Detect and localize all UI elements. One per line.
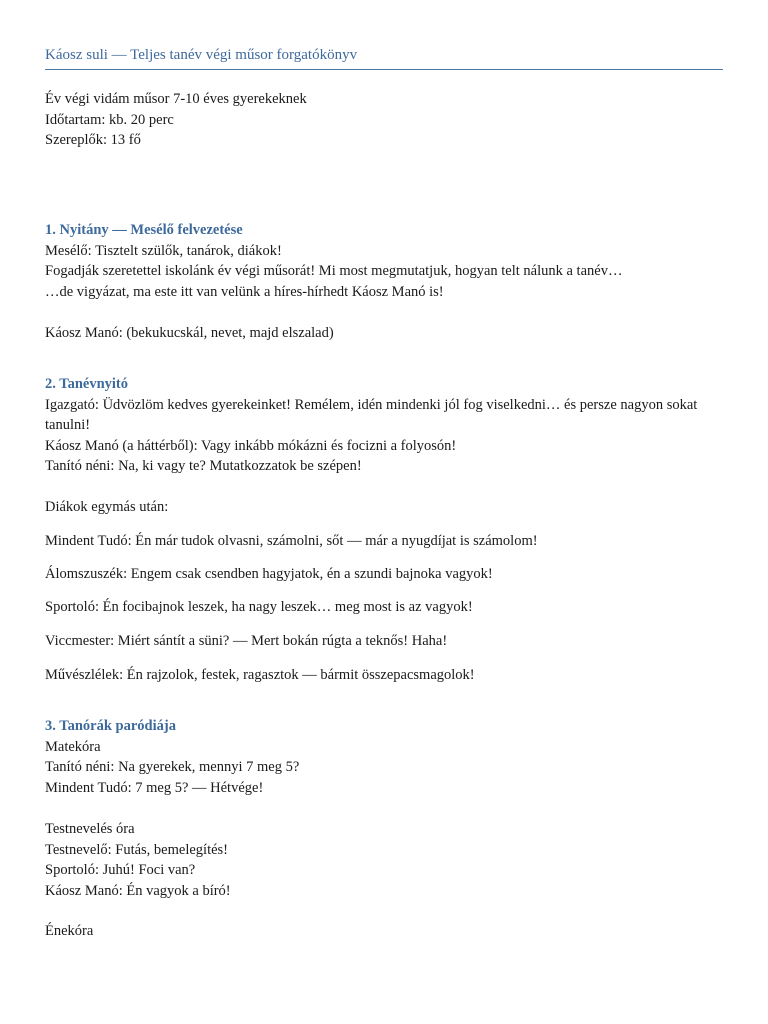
section-1-stage-note: [45, 323, 723, 344]
script-line: Tanító néni: Na gyerekek, mennyi 7 meg 5?: [45, 759, 300, 775]
lesson-title: Énekóra: [45, 923, 94, 939]
script-line: Káosz Manó: (bekukucskál, nevet, majd elszalad): [45, 325, 334, 341]
students-intro: [45, 497, 723, 518]
document-header: [45, 45, 723, 70]
student-line: Művészlélek: Én rajzolok, festek, ragasztok — bármit összepacsmagolok!: [45, 667, 475, 683]
script-line: Sportoló: Juhú! Foci van?: [45, 862, 196, 878]
student-line: Álomszuszék: Engem csak csendben hagyjatok, én a szundi bajnoka vagyok!: [45, 566, 493, 582]
script-line: Testnevelő: Futás, bemelegítés!: [45, 841, 229, 858]
script-line: Káosz Manó (a háttérből): Vagy inkább mókázni és focizni a folyosón!: [45, 437, 457, 454]
pe-lesson-block: [45, 819, 723, 901]
script-line: Diákok egymás után:: [45, 499, 169, 515]
section-heading: 2. Tanévnyitó: [45, 376, 128, 392]
intro-line: Időtartam: kb. 20 perc: [45, 111, 174, 128]
script-line: Mindent Tudó: 7 meg 5? — Hétvége!: [45, 779, 264, 796]
section-heading: 1. Nyitány — Mesélő felvezetése: [45, 222, 243, 238]
music-lesson-block: [45, 921, 723, 942]
lesson-title: Testnevelés óra: [45, 821, 135, 837]
student-line: Viccmester: Miért sántít a süni? — Mert bokán rúgta a teknős! Haha!: [45, 633, 448, 649]
section-2: [45, 374, 723, 477]
script-line: …de vigyázat, ma este itt van velünk a híres-hírhedt Káosz Manó is!: [45, 283, 444, 300]
intro-line: Szereplők: 13 fő: [45, 132, 141, 148]
student-line: Mindent Tudó: Én már tudok olvasni, számolni, sőt — már a nyugdíjat is számolom!: [45, 533, 538, 549]
student-line-block: [45, 665, 723, 686]
script-line: Káosz Manó: Én vagyok a bíró!: [45, 882, 231, 899]
intro-line: Év végi vidám műsor 7-10 éves gyerekeknek: [45, 91, 307, 107]
script-line: Mesélő: Tisztelt szülők, tanárok, diákok!: [45, 242, 282, 259]
student-line: Sportoló: Én focibajnok leszek, ha nagy leszek… meg most is az vagyok!: [45, 599, 473, 615]
script-line: Igazgató: Üdvözlöm kedves gyerekeinket! Remélem, idén mindenki jól fog viselkedni… és persze nagyon sokat tanulni!: [45, 396, 698, 433]
intro-block: [45, 89, 723, 151]
script-line: Tanító néni: Na, ki vagy te? Mutatkozzatok be szépen!: [45, 458, 362, 474]
script-line: Fogadják szeretettel iskolánk év végi műsorát! Mi most megmutatjuk, hogyan telt nálunk a tanév…: [45, 263, 623, 279]
section-1: [45, 220, 723, 302]
section-heading: 3. Tanórák paródiája: [45, 718, 176, 734]
lesson-title: Matekóra: [45, 738, 101, 755]
section-3: [45, 716, 723, 798]
student-line-block: [45, 564, 723, 585]
student-line-block: [45, 597, 723, 618]
student-line-block: [45, 631, 723, 652]
document-title: Káosz suli — Teljes tanév végi műsor forgatókönyv: [45, 47, 358, 63]
student-line-block: [45, 531, 723, 552]
